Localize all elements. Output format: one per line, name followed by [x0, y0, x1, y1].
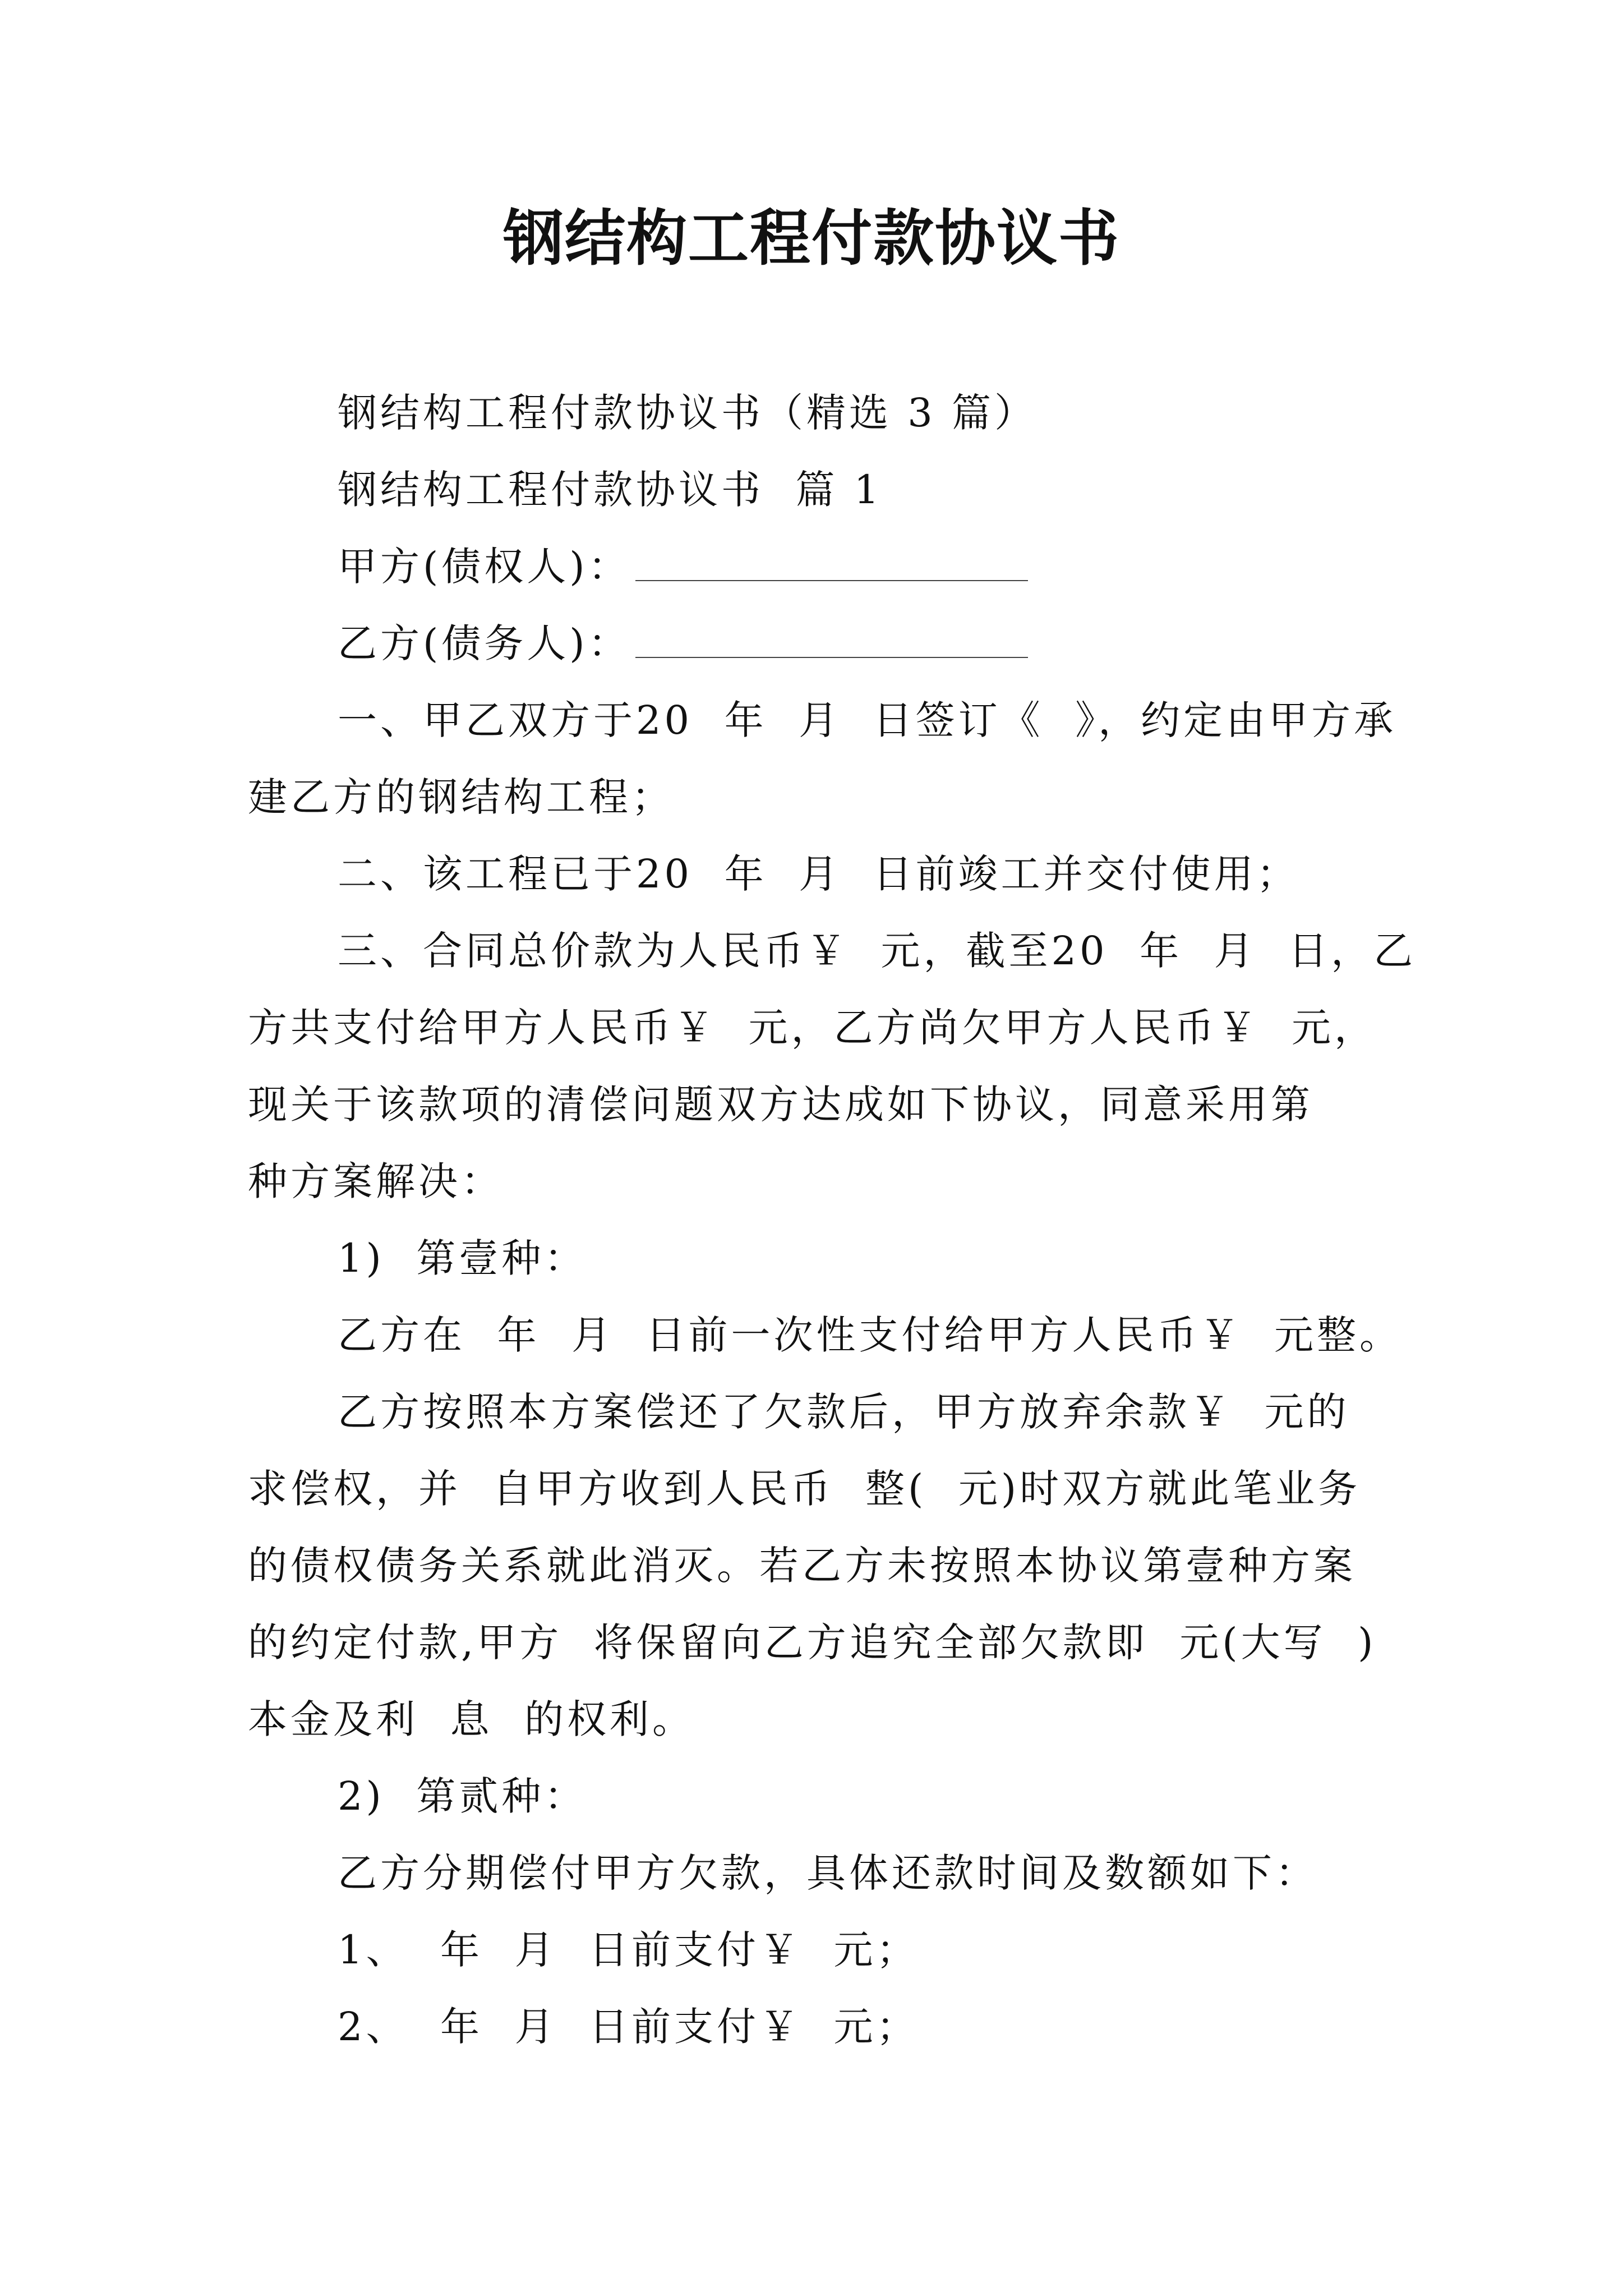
- party-a-label: 甲方(债权人)：: [338, 544, 631, 590]
- installment-2: 2、 年 月 日前支付￥ 元；: [338, 2004, 919, 2050]
- clause-3: [248, 913, 1417, 1220]
- installment-1: 1、 年 月 日前支付￥ 元；: [338, 1927, 919, 1973]
- option-1-detail: [248, 1374, 1385, 1758]
- subtitle-line: 钢结构工程付款协议书（精选 3 篇）: [338, 390, 1038, 436]
- clause-1-line-2: 建乙方的钢结构工程；: [248, 774, 674, 820]
- option-1-detail-line-4: 的约定付款,甲方 将保留向乙方追究全部欠款即 元(大写 ): [248, 1619, 1377, 1665]
- party-a-blank: [635, 579, 1028, 581]
- option-1-detail-line-5: 本金及利 息 的权利。: [248, 1696, 695, 1742]
- option-1-detail-line-1: 乙方按照本方案偿还了欠款后，甲方放弃余款￥ 元的: [338, 1389, 1350, 1435]
- party-b-label: 乙方(债务人)：: [338, 620, 631, 666]
- document-title: 钢结构工程付款协议书: [502, 203, 1120, 274]
- party-a-row: [248, 528, 1385, 605]
- document-body: [248, 375, 1417, 2065]
- option-1-detail-line-2: 求偿权，并 自甲方收到人民币 整( 元)时双方就此笔业务: [248, 1466, 1361, 1512]
- clause-3-line-3: 现关于该款项的清偿问题双方达成如下协议，同意采用第: [248, 1082, 1313, 1128]
- party-b-blank: [635, 656, 1028, 658]
- party-b-row: [248, 605, 1385, 682]
- clause-3-line-1: 三、合同总价款为人民币￥ 元，截至20 年 月 日，乙: [338, 928, 1417, 974]
- clause-3-line-4: 种方案解决：: [248, 1158, 504, 1204]
- option-1-detail-line-3: 的债权债务关系就此消灭。若乙方未按照本协议第壹种方案: [248, 1543, 1356, 1589]
- option-1-text: 乙方在 年 月 日前一次性支付给甲方人民币￥ 元整。: [338, 1312, 1403, 1358]
- option-2-heading: 2) 第贰种：: [338, 1773, 587, 1819]
- clause-1: [248, 682, 1397, 836]
- chapter-heading: 钢结构工程付款协议书 篇 1: [338, 467, 883, 513]
- option-1-heading: 1) 第壹种：: [338, 1235, 587, 1281]
- clause-1-line-1: 一、甲乙双方于20 年 月 日签订《 》，约定由甲方承: [338, 697, 1397, 743]
- clause-3-line-2: 方共支付给甲方人民币￥ 元，乙方尚欠甲方人民币￥ 元，: [248, 1005, 1377, 1051]
- clause-2: 二、该工程已于20 年 月 日前竣工并交付使用；: [338, 851, 1299, 897]
- option-2-text: 乙方分期偿付甲方欠款，具体还款时间及数额如下：: [338, 1850, 1318, 1896]
